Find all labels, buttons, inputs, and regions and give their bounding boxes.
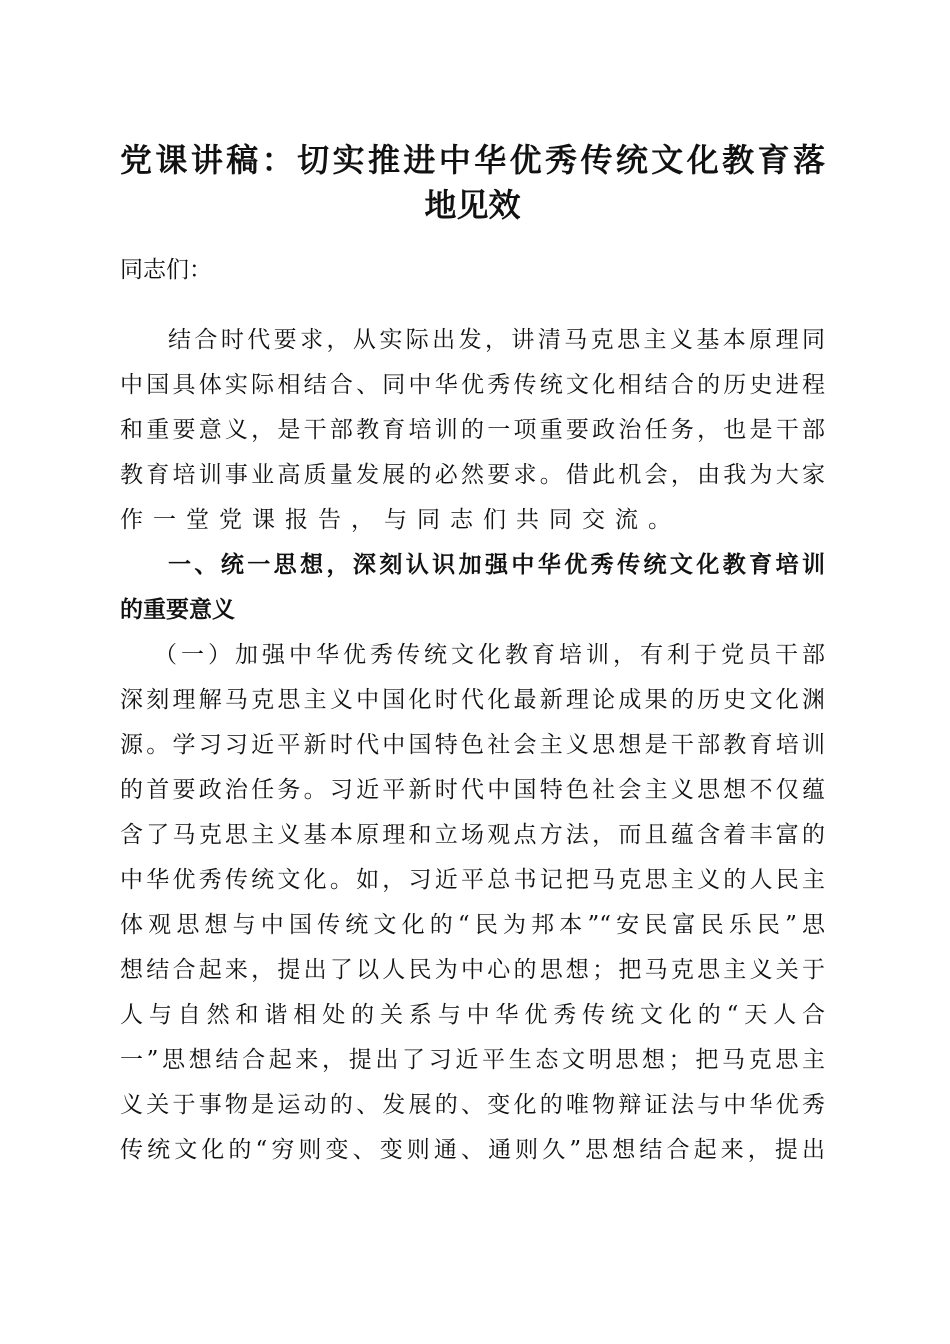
text-line: 作一堂党课报告，与同志们共同交流。 (120, 507, 681, 533)
section-heading-1 (120, 543, 825, 633)
text-line: 中国具体实际相结合、同中华优秀传统文化相结合的历史进程 (120, 372, 825, 398)
text-line: 想结合起来，提出了以人民为中心的思想；把马克思主义关于 (120, 957, 825, 983)
salutation (120, 248, 825, 293)
text-line: 含了马克思主义基本原理和立场观点方法，而且蕴含着丰富的 (120, 822, 825, 848)
section-1-paragraph (120, 633, 825, 1173)
text-line: 深刻理解马克思主义中国化时代化最新理论成果的历史文化渊 (120, 687, 825, 713)
text-line: 和重要意义，是干部教育培训的一项重要政治任务，也是干部 (120, 417, 825, 443)
text-line: 人与自然和谐相处的关系与中华优秀传统文化的“天人合 (120, 1002, 825, 1028)
text-line: （一）加强中华优秀传统文化教育培训，有利于党员干部 (154, 642, 825, 668)
salutation-text: 同志们： (120, 257, 212, 283)
text-line: 中华优秀传统文化。如，习近平总书记把马克思主义的人民主 (120, 867, 825, 893)
heading-line: 一、统一思想，深刻认识加强中华优秀传统文化教育培训 (168, 552, 825, 578)
text-line: 义关于事物是运动的、发展的、变化的唯物辩证法与中华优秀 (120, 1092, 825, 1118)
text-line: 传统文化的“穷则变、变则通、通则久”思想结合起来，提出 (120, 1137, 825, 1163)
document-title-line-2: 地见效 (424, 186, 521, 224)
heading-line: 的重要意义 (120, 597, 235, 623)
document-title-line-1: 党课讲稿：切实推进中华优秀传统文化教育落 (120, 141, 825, 179)
text-line: 一”思想结合起来，提出了习近平生态文明思想；把马克思主 (120, 1047, 825, 1073)
text-line: 的首要政治任务。习近平新时代中国特色社会主义思想不仅蕴 (120, 777, 825, 803)
text-line: 体观思想与中国传统文化的“民为邦本”“安民富民乐民”思 (120, 912, 825, 938)
text-line: 结合时代要求，从实际出发，讲清马克思主义基本原理同 (168, 327, 825, 353)
text-line: 教育培训事业高质量发展的必然要求。借此机会，由我为大家 (120, 462, 825, 488)
text-line: 源。学习习近平新时代中国特色社会主义思想是干部教育培训 (120, 732, 825, 758)
intro-paragraph (120, 318, 825, 543)
